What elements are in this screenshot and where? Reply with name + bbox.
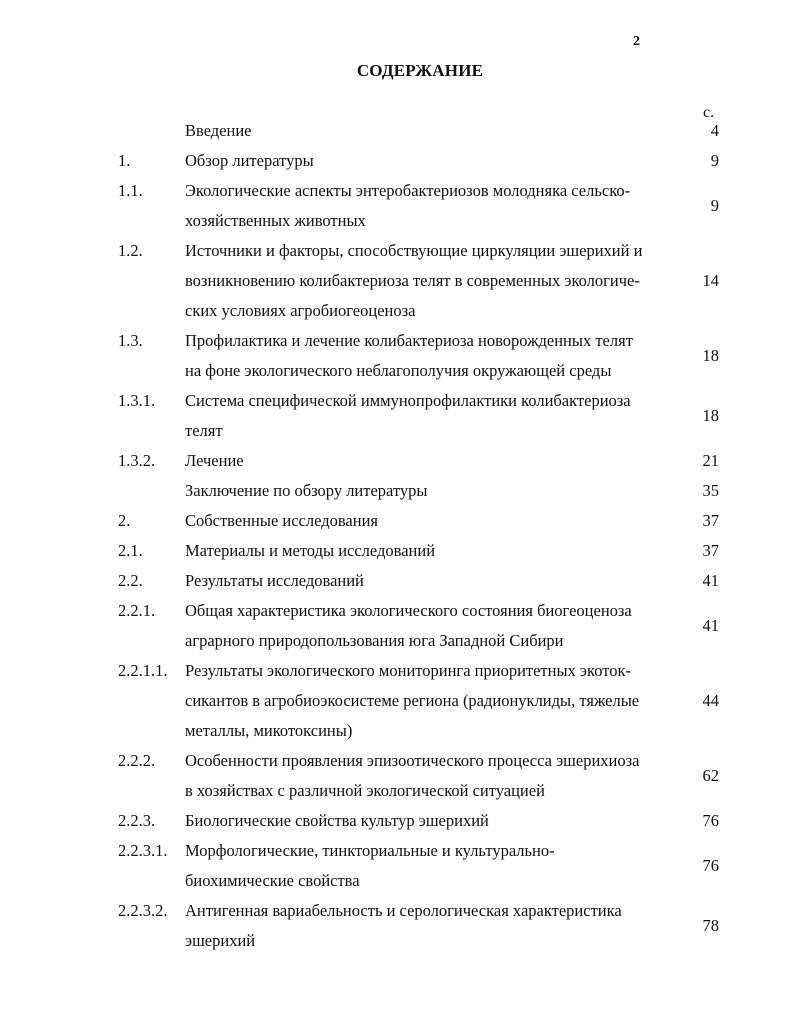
toc-entry-number: 2.2.3.1. bbox=[118, 841, 168, 860]
toc-entry-title-line: Система специфической иммунопрофилактики колибактериоза bbox=[185, 391, 631, 410]
toc-entry-number: 1.3. bbox=[118, 331, 143, 350]
toc-entry-title-line: Особенности проявления эпизоотического процесса эшерихиоза bbox=[185, 751, 640, 770]
toc-entry-number: 1.1. bbox=[118, 181, 143, 200]
toc-entry-page: 9 bbox=[710, 196, 719, 215]
toc-entry-page: 21 bbox=[702, 451, 719, 470]
toc-entry bbox=[0, 476, 791, 506]
toc-entry-title bbox=[185, 236, 685, 326]
page-column-label: с. bbox=[703, 104, 715, 121]
toc-entry-title bbox=[185, 746, 685, 806]
toc-entry-title-line: Экологические аспекты энтеробактериозов молодняка сельско- bbox=[185, 181, 631, 200]
toc-entry-title-line: Биологические свойства культур эшерихий bbox=[185, 811, 489, 830]
toc-entry-title-line: Морфологические, тинкториальные и культурально- bbox=[185, 841, 555, 860]
toc-entry-title-line: на фоне экологического неблагополучия окружающей среды bbox=[185, 361, 612, 380]
toc-entry-page: 4 bbox=[710, 121, 719, 140]
toc-entry-number: 2.1. bbox=[118, 541, 143, 560]
toc-entry-number: 1. bbox=[118, 151, 131, 170]
toc-entry bbox=[0, 836, 791, 896]
toc-entry-number: 2. bbox=[118, 511, 131, 530]
toc-entry-title bbox=[185, 806, 685, 836]
toc-entry bbox=[0, 446, 791, 476]
toc-entry-page: 78 bbox=[702, 916, 719, 935]
toc-entry-page: 18 bbox=[702, 406, 719, 425]
toc-entry-page: 14 bbox=[702, 271, 719, 290]
toc-entry-title-line: Источники и факторы, способствующие циркуляции эшерихий и bbox=[185, 241, 643, 260]
toc-entry bbox=[0, 806, 791, 836]
toc-entry-title-line: металлы, микотоксины) bbox=[185, 721, 353, 740]
toc-entry-title-line: Результаты исследований bbox=[185, 571, 364, 590]
toc-entry-page: 76 bbox=[702, 856, 719, 875]
toc-entry-page: 76 bbox=[702, 811, 719, 830]
toc-entry-title-line: Лечение bbox=[185, 451, 244, 470]
toc-entry bbox=[0, 506, 791, 536]
toc-entry-title-line: Введение bbox=[185, 121, 252, 140]
toc-entry-title-line: биохимические свойства bbox=[185, 871, 360, 890]
toc-entry-number: 2.2.3. bbox=[118, 811, 156, 830]
toc-entry-page: 18 bbox=[702, 346, 719, 365]
toc-entry-title bbox=[185, 656, 685, 746]
toc-entry bbox=[0, 656, 791, 746]
toc-entry-title-line: ских условиях агробиогеоценоза bbox=[185, 301, 416, 320]
toc-entry-title bbox=[185, 896, 685, 956]
toc-entry-title-line: Заключение по обзору литературы bbox=[185, 481, 428, 500]
toc-entry-number: 1.3.2. bbox=[118, 451, 156, 470]
toc-entry-number: 2.2.2. bbox=[118, 751, 156, 770]
page-title: СОДЕРЖАНИЕ bbox=[356, 61, 484, 80]
toc-entry-title-line: в хозяйствах с различной экологической ситуацией bbox=[185, 781, 545, 800]
toc-entry-title bbox=[185, 146, 685, 176]
toc-entry-title bbox=[185, 446, 685, 476]
toc-entry-title bbox=[185, 176, 685, 236]
toc-entry-title-line: Результаты экологического мониторинга приоритетных экоток- bbox=[185, 661, 631, 680]
toc-entry-title-line: аграрного природопользования юга Западной Сибири bbox=[185, 631, 564, 650]
toc-entry bbox=[0, 746, 791, 806]
toc-entry-title-line: сикантов в агробиоэкосистеме региона (радионуклиды, тяжелые bbox=[185, 691, 640, 710]
toc-entry-number: 1.2. bbox=[118, 241, 143, 260]
toc-entry-page: 44 bbox=[702, 691, 719, 710]
toc-entry-title bbox=[185, 536, 685, 566]
toc-entry-title-line: Общая характеристика экологического состояния биогеоценоза bbox=[185, 601, 632, 620]
toc-entry-title bbox=[185, 596, 685, 656]
toc-entry-title bbox=[185, 566, 685, 596]
toc-entry bbox=[0, 596, 791, 656]
toc-entry-title bbox=[185, 836, 685, 896]
toc-entry bbox=[0, 236, 791, 326]
toc-entry bbox=[0, 536, 791, 566]
toc-entry-title-line: Обзор литературы bbox=[185, 151, 314, 170]
page-number: 2 bbox=[633, 34, 640, 49]
toc-entry-page: 37 bbox=[702, 511, 719, 530]
toc-entry-title-line: Материалы и методы исследований bbox=[185, 541, 436, 560]
toc-entry-title-line: Профилактика и лечение колибактериоза новорожденных телят bbox=[185, 331, 633, 350]
toc-entry bbox=[0, 386, 791, 446]
toc-entry-title-line: возникновению колибактериоза телят в современных экологиче- bbox=[185, 271, 640, 290]
toc-entry-page: 41 bbox=[702, 571, 719, 590]
toc-entry-title-line: хозяйственных животных bbox=[185, 211, 366, 230]
toc-entry-title bbox=[185, 506, 685, 536]
toc-entry-number: 2.2.3.2. bbox=[118, 901, 168, 920]
toc-entry-title-line: Собственные исследования bbox=[185, 511, 379, 530]
table-of-contents bbox=[0, 116, 791, 956]
toc-entry bbox=[0, 896, 791, 956]
toc-entry-page: 37 bbox=[702, 541, 719, 560]
toc-entry-title-line: эшерихий bbox=[185, 931, 256, 950]
toc-entry-page: 62 bbox=[702, 766, 719, 785]
toc-entry-page: 41 bbox=[702, 616, 719, 635]
toc-entry bbox=[0, 566, 791, 596]
toc-entry-title-line: телят bbox=[185, 421, 223, 440]
toc-entry-title bbox=[185, 386, 685, 446]
toc-entry-number: 2.2. bbox=[118, 571, 143, 590]
toc-entry-title-line: Антигенная вариабельность и серологическая характеристика bbox=[185, 901, 622, 920]
toc-entry bbox=[0, 176, 791, 236]
toc-entry bbox=[0, 326, 791, 386]
toc-entry-title bbox=[185, 326, 685, 386]
toc-entry-number: 2.2.1. bbox=[118, 601, 156, 620]
toc-entry bbox=[0, 116, 791, 146]
toc-entry-title bbox=[185, 476, 685, 506]
toc-entry-title bbox=[185, 116, 685, 146]
toc-entry-page: 9 bbox=[710, 151, 719, 170]
toc-entry-number: 2.2.1.1. bbox=[118, 661, 168, 680]
toc-entry-number: 1.3.1. bbox=[118, 391, 156, 410]
toc-entry bbox=[0, 146, 791, 176]
toc-entry-page: 35 bbox=[702, 481, 719, 500]
